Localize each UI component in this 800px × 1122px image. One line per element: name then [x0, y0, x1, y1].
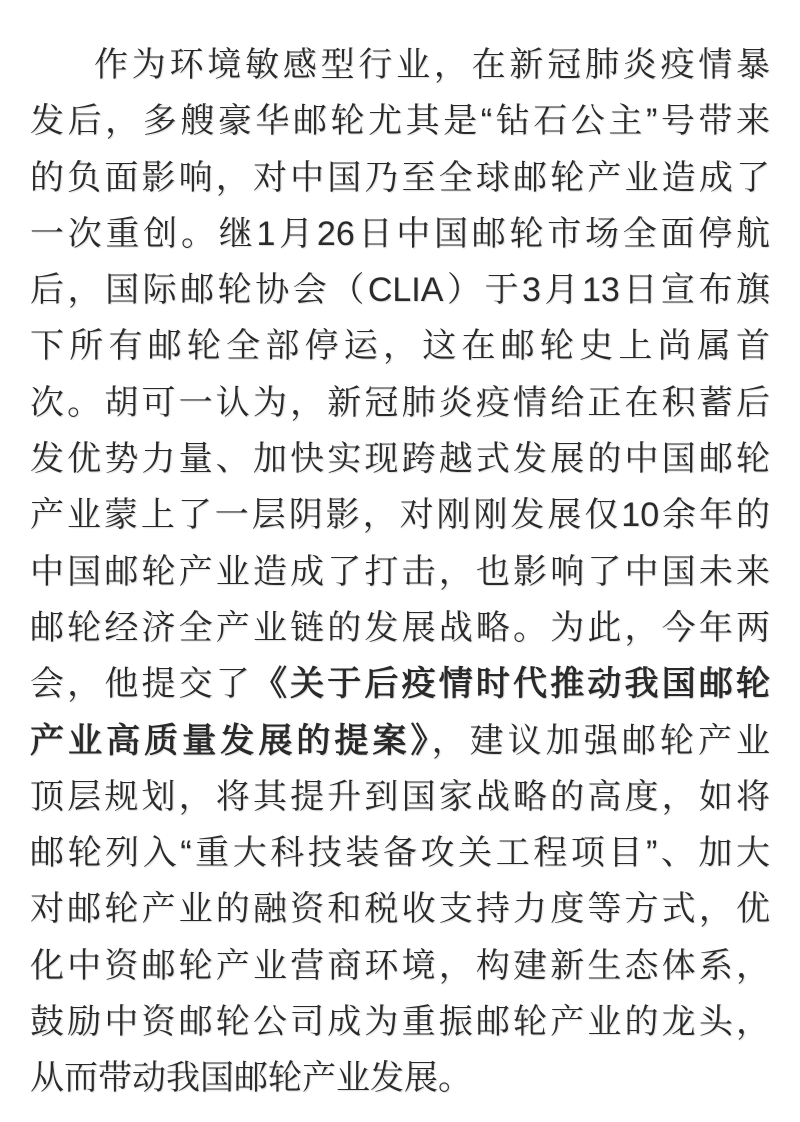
paragraph-text: 对邮轮产业的融资和税收支持力度等方式，优: [30, 890, 770, 929]
paragraph-text: 邮轮列入“重大科技装备攻关工程项目”、加大: [30, 834, 770, 873]
paragraph-line: [30, 375, 770, 431]
paragraph-text: 作为环境敏感型行业，在新冠肺炎疫情暴: [94, 46, 770, 84]
paragraph-text: 从而带动我国邮轮产业发展。: [30, 1059, 472, 1098]
paragraph-line: [30, 544, 770, 600]
paragraph-text: ，建议加强邮轮产业: [431, 721, 770, 760]
paragraph-line: [30, 769, 770, 825]
paragraph-text: 的负面影响，对中国乃至全球邮轮产业造成了: [30, 158, 770, 197]
paragraph-line: [30, 656, 770, 712]
paragraph-text: 发后，多艘豪华邮轮尤其是“钻石公主”号带来: [30, 102, 770, 141]
paragraph-text: 一次重创。继1月26日中国邮轮市场全面停航: [30, 214, 770, 253]
paragraph-line: [30, 150, 770, 206]
article-paragraph: [30, 37, 770, 1107]
paragraph-line: [30, 938, 770, 994]
paragraph-text: 次。胡可一认为，新冠肺炎疫情给正在积蓄后: [30, 383, 770, 422]
paragraph-line: [30, 37, 770, 93]
paragraph-text: 顶层规划，将其提升到国家战略的高度，如将: [30, 777, 770, 816]
paragraph-text: 化中资邮轮产业营商环境，构建新生态体系，: [30, 946, 770, 985]
paragraph-text: 中国邮轮产业造成了打击，也影响了中国未来: [30, 552, 770, 591]
paragraph-text: 鼓励中资邮轮公司成为重振邮轮产业的龙头，: [30, 1003, 770, 1042]
paragraph-line: [30, 93, 770, 149]
paragraph-line: [30, 994, 770, 1050]
paragraph-line: [30, 600, 770, 656]
paragraph-text: 发优势力量、加快实现跨越式发展的中国邮轮: [30, 440, 770, 479]
paragraph-text: 邮轮经济全产业链的发展战略。为此，今年两: [30, 608, 770, 647]
paragraph-line: [30, 206, 770, 262]
paragraph-line: [30, 713, 770, 769]
paragraph-line: [30, 825, 770, 881]
paragraph-line: [30, 881, 770, 937]
paragraph-line: [30, 431, 770, 487]
proposal-title-bold-text: 产业高质量发展的提案》: [30, 721, 432, 760]
paragraph-line: [30, 1050, 770, 1106]
paragraph-text: 会，他提交了: [30, 665, 253, 704]
paragraph-line: [30, 262, 770, 318]
paragraph-text: 产业蒙上了一层阴影，对刚刚发展仅10余年的: [30, 496, 770, 535]
paragraph-line: [30, 487, 770, 543]
paragraph-line: [30, 318, 770, 374]
paragraph-text: 后，国际邮轮协会（CLIA）于3月13日宣布旗: [30, 271, 770, 310]
proposal-title-bold-text: 《关于后疫情时代推动我国邮轮: [252, 665, 771, 704]
paragraph-text: 下所有邮轮全部停运，这在邮轮史上尚属首: [30, 327, 770, 366]
